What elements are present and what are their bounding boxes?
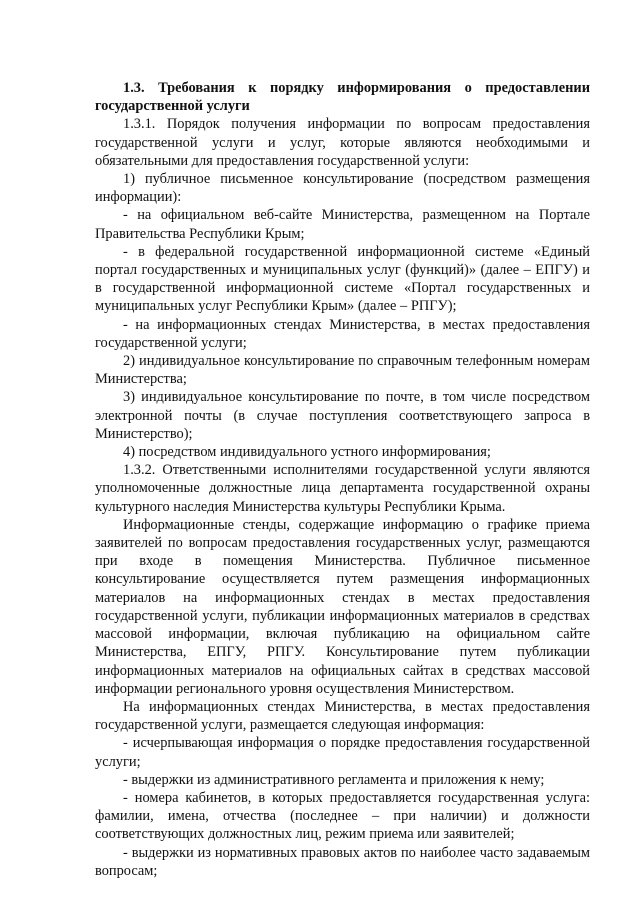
paragraph-stands-info-list-intro: На информационных стендах Министерства, в местах предоставления государственной услуги, размещается следующая информация:: [95, 698, 590, 734]
paragraph-bullet-epgu: - в федеральной государственной информационной системе «Единый портал государственных и муниципальных услуг (функций)» (далее – ЕПГУ) и в государственной информационной системе «Портал государственных и муниципальных услуг Республики Крым» (далее – РПГУ);: [95, 243, 590, 315]
paragraph-1-3-1: 1.3.1. Порядок получения информации по вопросам предоставления государственной услуги и услуг, которые являются необходимыми и обязательными для предоставления государственной услуги:: [95, 116, 590, 169]
document-page: [95, 79, 590, 880]
paragraph-item-4: 4) посредством индивидуального устного информирования;: [123, 444, 491, 461]
paragraph-bullet-stands: - на информационных стендах Министерства, в местах предоставления государственной услуги;: [95, 316, 590, 351]
paragraph-item-2: 2) индивидуальное консультирование по справочным телефонным номерам Министерства;: [95, 353, 590, 388]
paragraph-item-1: 1) публичное письменное консультирование (посредством размещения информации):: [95, 171, 590, 206]
paragraph-bullet-legal-acts: - выдержки из нормативных правовых актов по наиболее часто задаваемым вопросам;: [95, 844, 590, 879]
paragraph-bullet-exhaustive-info: - исчерпывающая информация о порядке предоставления государственной услуги;: [95, 735, 590, 770]
section-heading: 1.3. Требования к порядку информирования о предоставлении государственной услуги: [95, 80, 590, 115]
paragraph-bullet-website: - на официальном веб-сайте Министерства, размещенном на Портале Правительства Республики Крым;: [95, 207, 590, 242]
paragraph-info-stands: Информационные стенды, содержащие информацию о графике приема заявителей по вопросам предоставления государственных услуг, размещаются при входе в помещения Министерства. Публичное письменное консультирование осуществляется путем размещения информационных материалов на информационных стендах в местах предоставления государственной услуги, публикации информационных материалов в средствах массовой информации, включая публикацию на официальном сайте Министерства, ЕПГУ, РПГУ. Консультирование путем публикации информационных материалов на официальных сайтах в средствах массовой информации регионального уровня осуществления Министерством.: [95, 516, 590, 697]
paragraph-bullet-cabinet-numbers: - номера кабинетов, в которых предоставляется государственная услуга: фамилии, имена, отчества (последнее – при наличии) и должности соответствующих должностных лиц, режим приема или заявителей;: [95, 789, 590, 843]
paragraph-1-3-2: 1.3.2. Ответственными исполнителями государственной услуги являются уполномоченные должностные лица департамента государственной охраны культурного наследия Министерства культуры Республики Крыма.: [95, 462, 590, 515]
paragraph-item-3: 3) индивидуальное консультирование по почте, в том числе посредством электронной почты (в случае поступления соответствующего запроса в Министерство);: [95, 389, 590, 442]
paragraph-bullet-regulation-extracts: - выдержки из административного регламента и приложения к нему;: [123, 771, 545, 788]
